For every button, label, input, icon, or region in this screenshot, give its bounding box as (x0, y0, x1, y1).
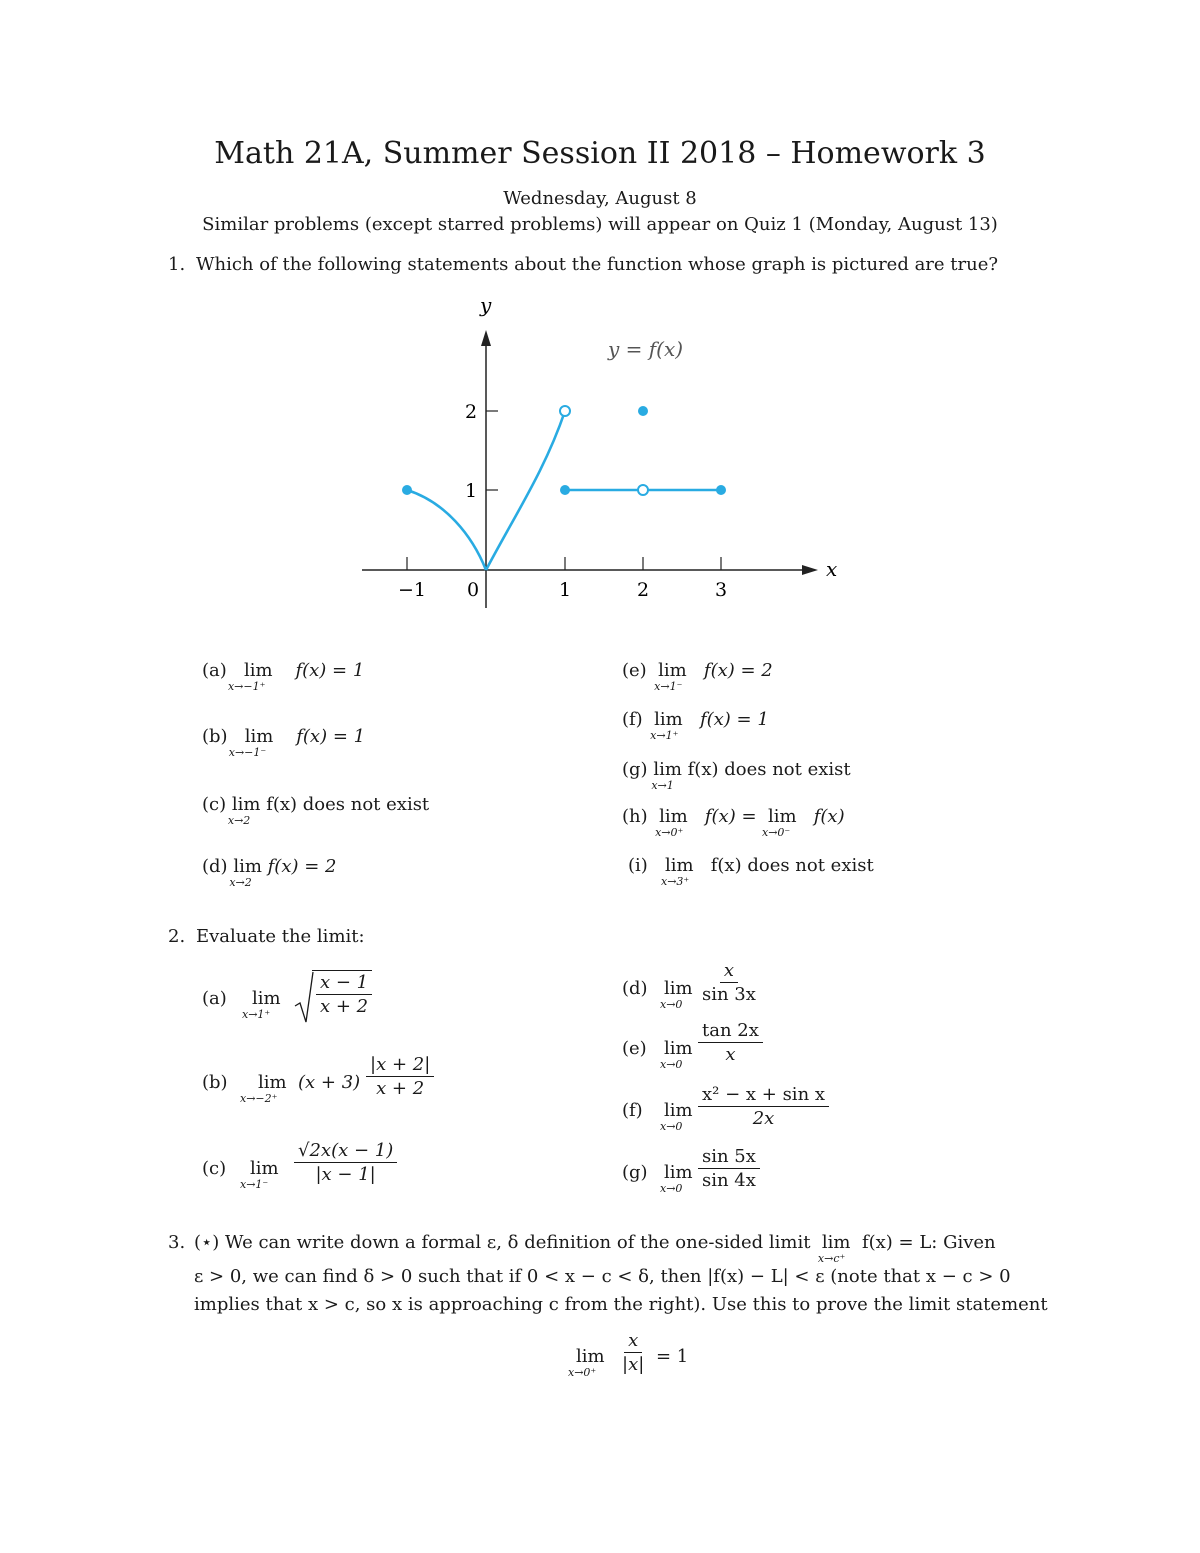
problem-1-part-a: (a) lim x→−1⁺ f(x) = 1 (202, 660, 365, 693)
problem-1-part-h: (h) lim x→0⁺ f(x) = lim x→0⁻ f(x) (622, 806, 845, 839)
y-tick-label: 2 (465, 401, 478, 423)
problem-2-text: Evaluate the limit: (196, 926, 365, 947)
problem-3-number: 3. (168, 1232, 186, 1253)
problem-2-part-a: (a) lim x→1⁺ $\frac{x - 1}{x + 2}$ (202, 968, 231, 1028)
problem-2-part-f: (f) lim x→0 $\frac{\text{x² − x + sin x}}{2x}$ (622, 1084, 651, 1144)
page-title: Math 21A, Summer Session II 2018 – Homework 3 (214, 136, 986, 171)
closed-point (560, 485, 570, 495)
problem-2-part-e: (e) lim x→0 $\frac{\tan 2x}{x}$ (622, 1020, 651, 1080)
x-tick-label: 2 (637, 579, 650, 601)
problem-2-part-g: (g) lim x→0 $\frac{\sin 5x}{\sin 4x}$ (622, 1146, 651, 1206)
closed-point (716, 485, 726, 495)
quiz-note: Similar problems (except starred problems) will appear on Quiz 1 (Monday, August 13) (202, 214, 998, 235)
problem-2-part-b: (b) lim x→−2⁺ (x + 3) $\frac{|x + 2|}{x + 2}$ (202, 1054, 231, 1114)
problem-1-part-b: (b) lim x→−1⁻ f(x) = 1 (202, 726, 366, 759)
y-tick-label: 1 (465, 480, 478, 502)
open-point (638, 485, 648, 495)
x-axis-label: x (826, 557, 838, 581)
sqrt-sign (294, 970, 314, 1024)
problem-2-part-c: (c) lim x→1⁻ $\frac{√2x(x - 1)}{|x - 1|}$ (202, 1138, 231, 1198)
problem-1-part-i: (i) lim x→3⁺ f(x) does not exist (628, 855, 874, 888)
open-point (560, 406, 570, 416)
problem-3-line-1: (⋆) We can write down a formal ε, δ definition of the one-sided limit lim x→c⁺ f(x) = L: Given (194, 1232, 996, 1265)
curve-left-branch (407, 490, 486, 570)
problem-3-line-3: implies that x > c, so x is approaching c from the right). Use this to prove the limit statement (194, 1294, 1048, 1315)
function-graph (340, 290, 860, 620)
problem-1-part-c: (c) lim x→2 f(x) does not exist (202, 794, 430, 827)
y-axis-label: y (480, 293, 492, 317)
problem-1-text: Which of the following statements about the function whose graph is pictured are true? (196, 254, 999, 275)
function-label: y = f(x) (608, 337, 684, 361)
closed-point (638, 406, 648, 416)
x-tick-label: 1 (559, 579, 572, 601)
problem-1-part-f: (f) lim x→1⁺ f(x) = 1 (622, 709, 769, 742)
problem-3-limit-statement: lim x→0⁺ $\frac{x}{|x|}$ = 1 (568, 1330, 689, 1379)
problem-1-part-d: (d) lim x→2 f(x) = 2 (202, 856, 337, 889)
x-tick-label: −1 (398, 579, 427, 601)
closed-point (402, 485, 412, 495)
problem-2-number: 2. (168, 926, 186, 947)
problem-1-part-g: (g) lim x→1 f(x) does not exist (622, 759, 851, 792)
problem-2-part-d: (d) lim x→0 $\frac{x}{\sin 3x}$ (622, 960, 756, 1011)
x-tick-label: 3 (715, 579, 728, 601)
problem-3-line-2: ε > 0, we can find δ > 0 such that if 0 < x − c < δ, then |f(x) − L| < ε (note that x − c > 0 (194, 1266, 1011, 1287)
problem-1-part-e: (e) lim x→1⁻ f(x) = 2 (622, 660, 773, 693)
problem-1-number: 1. (168, 254, 186, 275)
x-axis-arrow (802, 565, 818, 575)
x-tick-label: 0 (467, 579, 480, 601)
date-line: Wednesday, August 8 (503, 188, 697, 209)
y-axis-arrow (481, 330, 491, 346)
